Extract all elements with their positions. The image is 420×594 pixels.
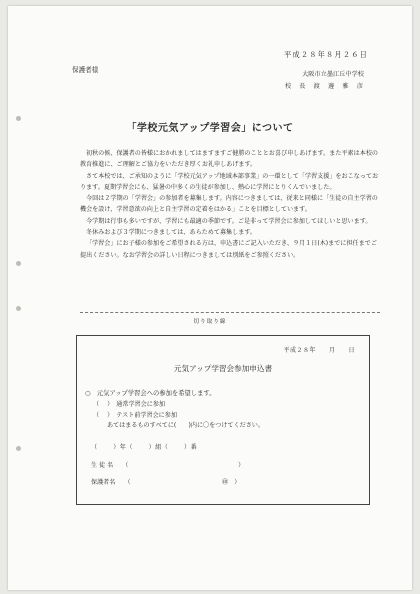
cut-line-label: 切り取り線 (189, 319, 232, 325)
addressee: 保護者様 (72, 66, 99, 74)
body-text (80, 148, 380, 261)
issue-date: 平成２８年８月２６日 (284, 50, 368, 59)
punch-hole (16, 261, 21, 266)
body-paragraph: 今回は２学期の「学習会」の参加者を募集します。内容につきましては、従来と同様に「生徒の自主学習の機会を設け、学習意欲の向上と自主学習の定着をはかる」ことを目標としています。 (80, 195, 378, 214)
document-page (8, 6, 412, 590)
class-number-field[interactable]: （ ）年（ ）組（ ）番 (91, 444, 198, 451)
option-regular-session[interactable]: （ ） 通常学習会に参加 (93, 401, 166, 408)
parent-name-field[interactable]: 保護者名 （ ㊞ ） (91, 479, 241, 486)
form-question: ○ 元気アップ学習会への参加を希望します。 (85, 390, 216, 397)
form-note: あてはまるものすべてに( )内に〇をつけてください。 (107, 422, 264, 429)
option-pre-test-session[interactable]: （ ） テスト前学習会に参加 (93, 412, 177, 419)
body-paragraph: さて本校では、ご承知のように「学校元気アップ地域本部事業」の一環として「学習支援」をおこなっております。夏期学習会にも、猛暑の中多くの生徒が参加し、熱心に学習にとりくんでいました。 (80, 172, 379, 191)
form-date: 平成２８年 月 日 (283, 347, 355, 354)
body-paragraph: 今学期は行事も多いですが、学習にも最適の季節です。ご是非って学習会に参加してほしいと思います。 (86, 217, 372, 225)
school-name: 大阪市立墨江丘中学校 (302, 71, 364, 78)
application-form (76, 335, 370, 505)
cut-line-label-wrap (8, 308, 412, 327)
body-paragraph: 初秋の候、保護者の皆様におかれましてはますますご健勝のこととお喜び申しあげます。また平素は本校の教育推進に、ご理解とご協力をいただき厚くお礼申しあげます。 (80, 150, 379, 169)
punch-hole (16, 446, 21, 451)
student-name-field[interactable]: 生 徒 名 （ ） (91, 462, 245, 469)
body-paragraph: 「学習会」にお子様の参加をご希望される方は、申込書にご記入いただき、９月１日(木)までに担任までご提出ください。なお学習会の詳しい日程につきましては別紙をご参照ください。 (80, 240, 377, 259)
principal-name: 校 長 渡 邊 雅 彦 (284, 83, 364, 90)
document-title: 「学校元気アップ学習会」について (126, 123, 294, 134)
body-paragraph: 冬休みおよび３学期につきましては、あらためて募集します。 (86, 229, 257, 237)
form-title: 元気アップ学習会参加申込書 (173, 364, 273, 373)
